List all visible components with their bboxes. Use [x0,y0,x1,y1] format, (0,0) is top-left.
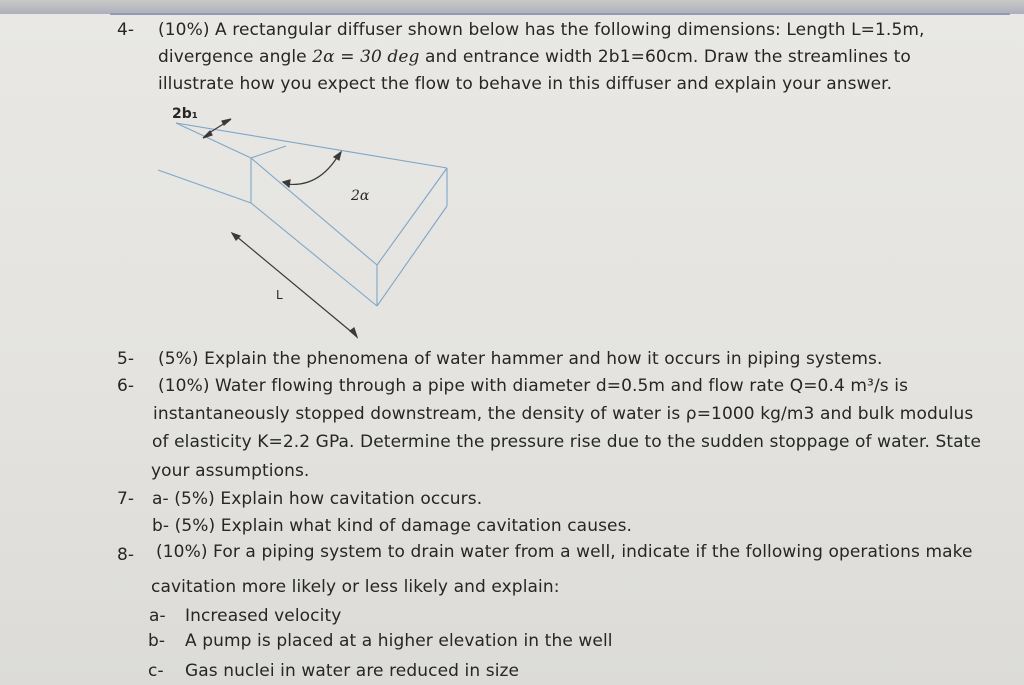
question-6-number: 6- [117,376,134,396]
question-8-item-c-marker: c- [148,661,164,681]
length-arrow-end [350,328,357,337]
diffuser-exit-bottom [377,206,447,306]
diffuser-entrance-top [251,146,286,158]
question-8-line-1: (10%) For a piping system to drain water from a well, indicate if the following operations make [156,542,973,562]
question-4-line-2: divergence angle 2α = 30 deg and entrance width 2b1=60cm. Draw the streamlines to [158,47,911,67]
question-6-line-1: (10%) Water flowing through a pipe with diameter d=0.5m and flow rate Q=0.4 m³/s is [158,376,909,396]
length-label: L [276,288,283,302]
divergence-angle-formula: 2α = 30 deg [312,47,420,67]
question-4-line-1: (10%) A rectangular diffuser shown below has the following dimensions: Length L=1.5m, [158,20,925,40]
diffuser-top-front-edge [251,158,377,265]
diffuser-bottom-front-edge [251,203,377,306]
question-7-part-a: a- (5%) Explain how cavitation occurs. [152,489,483,509]
question-6-line-2: instantaneously stopped downstream, the density of water is ρ=1000 kg/m3 and bulk modulus [153,404,974,424]
diffuser-inlet-bottom [158,170,251,203]
length-dimension-line [236,236,354,334]
question-6-line-4: your assumptions. [151,461,310,481]
question-5-line-1: (5%) Explain the phenomena of water hammer and how it occurs in piping systems. [158,349,883,369]
question-8-number: 8- [117,545,134,565]
question-7-number: 7- [117,489,134,509]
question-5-number: 5- [117,349,134,369]
question-8-item-b-marker: b- [148,631,166,651]
angle-arc [286,156,338,184]
question-4-line-3: illustrate how you expect the flow to behave in this diffuser and explain your answer. [158,74,893,94]
question-4-number: 4- [117,20,134,40]
width-arrow-right [222,119,231,125]
question-8-item-a-marker: a- [149,606,166,626]
question-8-line-2: cavitation more likely or less likely and explain: [151,577,560,597]
diffuser-exit-top [377,168,447,265]
angle-arrow [334,152,341,160]
diffuser-top-back-edge [176,123,447,168]
question-6-line-3: of elasticity K=2.2 GPa. Determine the pressure rise due to the sudden stoppage of water. State [152,432,982,452]
question-8-item-b: A pump is placed at a higher elevation in the well [185,631,613,651]
question-8-item-a: Increased velocity [185,606,342,626]
question-8-item-c: Gas nuclei in water are reduced in size [185,661,520,681]
width-arrow-left [203,131,212,138]
entrance-width-label: 2b₁ [172,106,198,122]
diffuser-top-left-edge [176,123,251,158]
question-7-part-b: b- (5%) Explain what kind of damage cavitation causes. [152,516,633,536]
divergence-angle-label: 2α [351,188,370,204]
